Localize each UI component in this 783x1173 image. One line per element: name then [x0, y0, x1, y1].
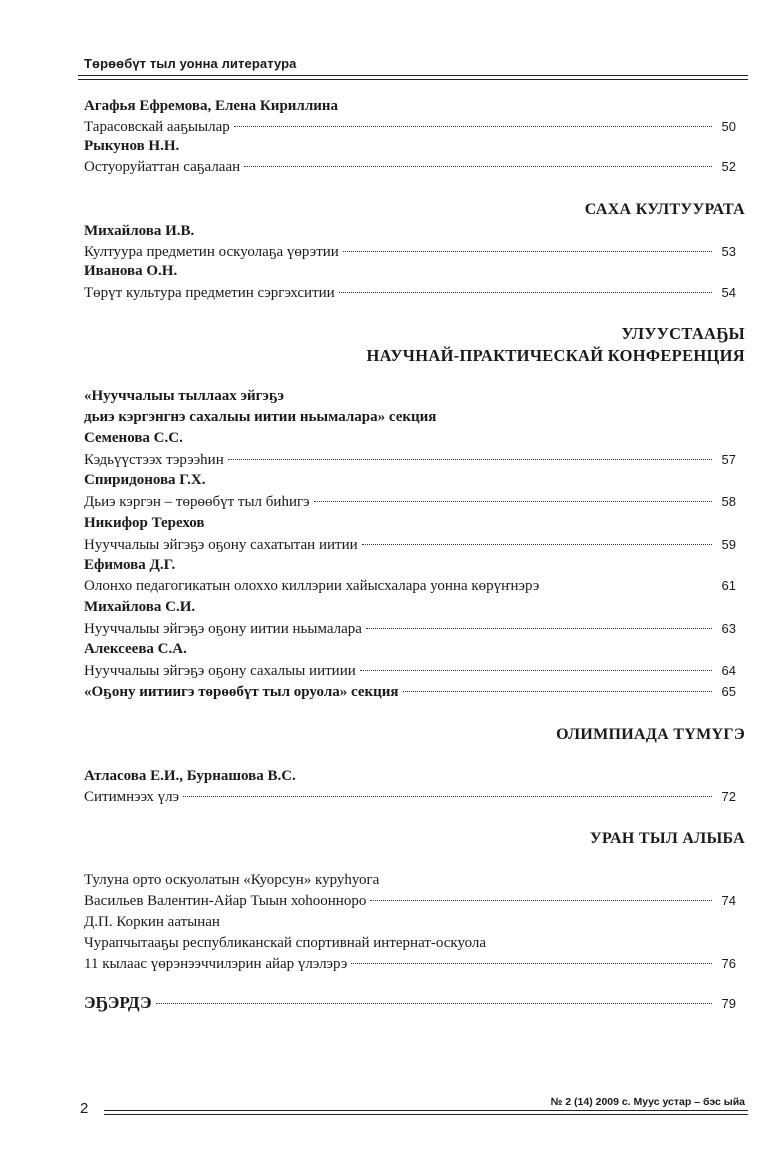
toc-entry-page: 64 [721, 663, 736, 678]
dot-leader [362, 544, 712, 545]
toc-entry-title: Остуоруйаттан саҕалаан [84, 159, 241, 175]
toc-author: Семенова С.С. [84, 430, 183, 446]
running-head: Төрөөбүт тыл уонна литература [84, 56, 297, 71]
toc-author: Алексеева С.А. [84, 641, 187, 657]
issue-info: № 2 (14) 2009 с. Муус устар – бэс ыйа [550, 1096, 745, 1108]
toc-author: Атласова Е.И., Бурнашова В.С. [84, 768, 296, 784]
toc-entry-page: 57 [721, 452, 736, 467]
toc-entry[interactable] [84, 284, 736, 302]
dot-leader [343, 251, 712, 252]
subsection-title: дьиэ кэргэнгнэ сахалыы иитии ньымалара» секция [84, 409, 437, 425]
toc-author: Михайлова И.В. [84, 223, 195, 239]
toc-entry-page: 76 [721, 956, 736, 971]
toc-entry-greeting[interactable] [84, 994, 736, 1012]
toc-entry[interactable] [84, 788, 736, 806]
section-heading: УЛУУСТААҔЫ [621, 324, 745, 343]
dot-leader [403, 691, 712, 692]
toc-entry-page: 63 [721, 621, 736, 636]
dot-leader [370, 900, 712, 901]
dot-leader [234, 126, 712, 127]
dot-leader [244, 166, 712, 167]
toc-entry-page: 58 [721, 494, 736, 509]
section-heading: УРАН ТЫЛ АЛЫБА [589, 830, 745, 847]
toc-entry[interactable] [84, 683, 736, 701]
header-double-rule [78, 75, 748, 83]
toc-entry-page: 59 [721, 537, 736, 552]
toc-entry[interactable] [84, 158, 736, 176]
toc-entry-title: Култуура предметин оскуолаҕа үөрэтии [84, 244, 339, 260]
toc-author: Ефимова Д.Г. [84, 557, 176, 573]
dot-leader [156, 1003, 712, 1004]
toc-line: Тулуна орто оскуолатын «Куорсун» куруһуога [84, 872, 380, 888]
page-number: 2 [80, 1100, 89, 1117]
toc-entry-title: Васильев Валентин-Айар Тыын хоһоонноро [84, 893, 367, 909]
section-heading: НАУЧНАЙ-ПРАКТИЧЕСКАЙ КОНФЕРЕНЦИЯ [366, 346, 745, 365]
toc-entry-title: ЭҔЭРДЭ [84, 993, 152, 1012]
toc-entry-page: 52 [721, 159, 736, 174]
toc-entry-page: 65 [721, 684, 736, 699]
dot-leader [351, 963, 712, 964]
toc-entry-title: Нууччалыы эйгэҕэ оҕону иитии ньымалара [84, 621, 362, 637]
toc-entry-page: 79 [721, 996, 736, 1011]
toc-line: Д.П. Коркин аатынан [84, 914, 220, 930]
toc-author: Михайлова С.И. [84, 599, 196, 615]
toc-author: Рыкунов Н.Н. [84, 138, 180, 154]
toc-entry[interactable] [84, 536, 736, 554]
toc-entry[interactable] [84, 493, 736, 511]
dot-leader [314, 501, 712, 502]
toc-entry-title: Нууччалыы эйгэҕэ оҕону сахатытан иитии [84, 537, 358, 553]
toc-entry-title: Дьиэ кэргэн – төрөөбүт тыл биһигэ [84, 494, 310, 510]
toc-entry[interactable] [84, 662, 736, 680]
toc-entry-title: Нууччалыы эйгэҕэ оҕону сахалыы иитиии [84, 663, 356, 679]
toc-entry-page: 54 [721, 285, 736, 300]
toc-author: Спиридонова Г.Х. [84, 472, 206, 488]
section-heading: ОЛИМПИАДА ТҮМҮГЭ [556, 726, 745, 743]
dot-leader [183, 796, 712, 797]
toc-author: Иванова О.Н. [84, 263, 178, 279]
dot-leader [360, 670, 712, 671]
toc-entry-page: 53 [721, 244, 736, 259]
toc-entry-title: Олонхо педагогикатын олоххо киллэрии хайысхалара уонна көрүҥнэрэ [84, 578, 540, 594]
toc-entry[interactable] [84, 892, 736, 910]
toc-entry-title: Төрүт культура предметин сэргэхситии [84, 285, 335, 301]
toc-entry[interactable] [84, 451, 736, 469]
toc-author: Агафья Ефремова, Елена Кириллина [84, 98, 339, 114]
dot-leader [339, 292, 712, 293]
toc-entry-title: Кэдьүүстээх тэрээһин [84, 452, 224, 468]
footer-double-rule [104, 1110, 748, 1118]
dot-leader [228, 459, 712, 460]
subsection-title: «Нууччалыы тыллаах эйгэҕэ [84, 388, 285, 404]
toc-entry-page: 61 [721, 578, 736, 593]
toc-entry[interactable] [84, 620, 736, 638]
section-heading: САХА КУЛТУУРАТА [584, 201, 745, 218]
toc-entry-page: 72 [721, 789, 736, 804]
dot-leader [366, 628, 712, 629]
toc-entry[interactable] [84, 243, 736, 261]
toc-entry-title: «Оҕону иитиигэ төрөөбүт тыл оруола» секция [84, 684, 399, 700]
toc-author: Никифор Терехов [84, 515, 205, 531]
toc-entry-title: 11 кылаас үөрэнээччилэрин айар үлэлэрэ [84, 956, 348, 972]
toc-line: Чурапчытааҕы республиканскай спортивнай интернат-оскуола [84, 935, 487, 951]
toc-entry-title: Ситимнээх үлэ [84, 789, 180, 805]
toc-entry-page: 74 [721, 893, 736, 908]
toc-entry[interactable] [84, 118, 736, 136]
toc-entry-title: Тарасовскай ааҕыылар [84, 119, 230, 135]
toc-entry[interactable] [84, 955, 736, 973]
toc-entry-page: 50 [721, 119, 736, 134]
toc-entry[interactable] [84, 577, 736, 595]
